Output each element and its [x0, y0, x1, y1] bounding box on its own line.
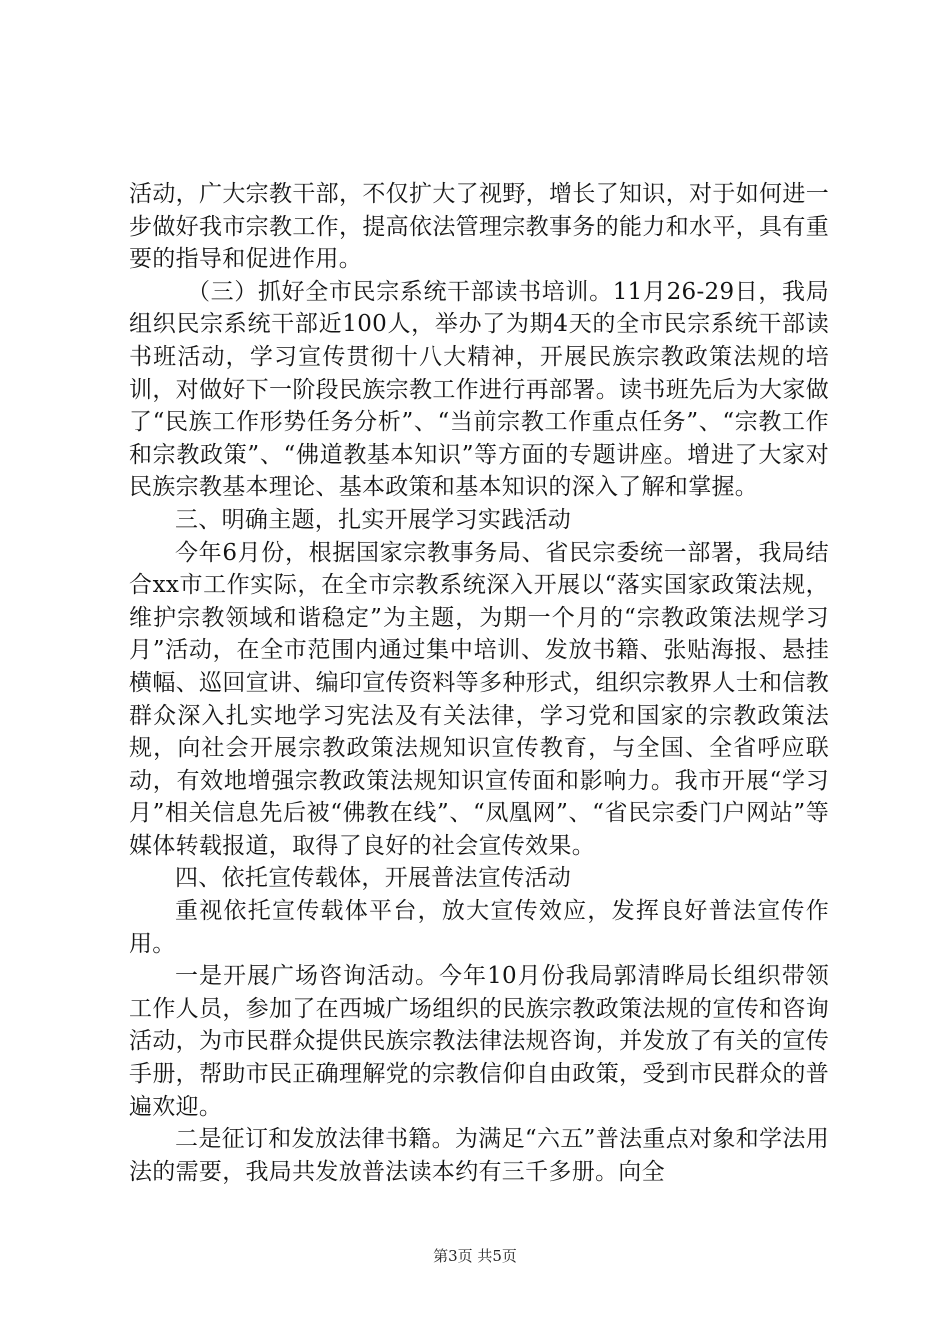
paragraph-propaganda-intro: 重视依托宣传载体平台，放大宣传效应，发挥良好普法宣传作用。: [129, 898, 829, 957]
paragraph-law-books: 二是征订和发放法律书籍。为满足“六五”普法重点对象和学法用法的需要，我局共发放普法读本约有三千多册。向全: [129, 1126, 829, 1185]
page-footer: [0, 1245, 950, 1266]
section-heading-4: 四、依托宣传载体，开展普法宣传活动: [175, 865, 572, 892]
paragraph-study-month: 今年6月份，根据国家宗教事务局、省民宗委统一部署，我局结合xx市工作实际，在全市宗教系统深入开展以“落实国家政策法规，维护宗教领域和谐稳定”为主题，为期一个月的“宗教政策法规学习月”活动，在全市范围内通过集中培训、发放书籍、张贴海报、悬挂横幅、巡回宣讲、编印宣传资料等多种形式，组织宗教界人士和信教群众深入扎实地学习宪法及有关法律，学习党和国家的宗教政策法规，向社会开展宗教政策法规知识宣传教育，与全国、全省呼应联动，有效地增强宗教政策法规知识宣传面和影响力。我市开展“学习月”相关信息先后被“佛教在线”、“凤凰网”、“省民宗委门户网站”等媒体转载报道，取得了良好的社会宣传效果。: [129, 539, 829, 859]
section-heading-3: 三、明确主题，扎实开展学习实践活动: [175, 506, 572, 533]
paragraph-square-consultation: 一是开展广场咨询活动。今年10月份我局郭清晔局长组织带领工作人员，参加了在西城广场组织的民族宗教政策法规的宣传和咨询活动，为市民群众提供民族宗教法律法规咨询，并发放了有关的宣传手册，帮助市民正确理解党的宗教信仰自由政策，受到市民群众的普遍欢迎。: [129, 963, 829, 1120]
paragraph-section-3: （三）抓好全市民宗系统干部读书培训。11月26-29日，我局组织民宗系统干部近100人，举办了为期4天的全市民宗系统干部读书班活动，学习宣传贯彻十八大精神，开展民族宗教政策法规的培训，对做好下一阶段民族宗教工作进行再部署。读书班先后为大家做了“民族工作形势任务分析”、“当前宗教工作重点任务”、“宗教工作和宗教政策”、“佛道教基本知识”等方面的专题讲座。增进了大家对民族宗教基本理论、基本政策和基本知识的深入了解和掌握。: [129, 278, 829, 501]
page-number-label: 第3页 共5页: [433, 1247, 517, 1265]
document-body: [129, 178, 829, 1188]
paragraph-continuation: 活动，广大宗教干部，不仅扩大了视野，增长了知识，对于如何进一步做好我市宗教工作，提高依法管理宗教事务的能力和水平，具有重要的指导和促进作用。: [129, 181, 829, 273]
